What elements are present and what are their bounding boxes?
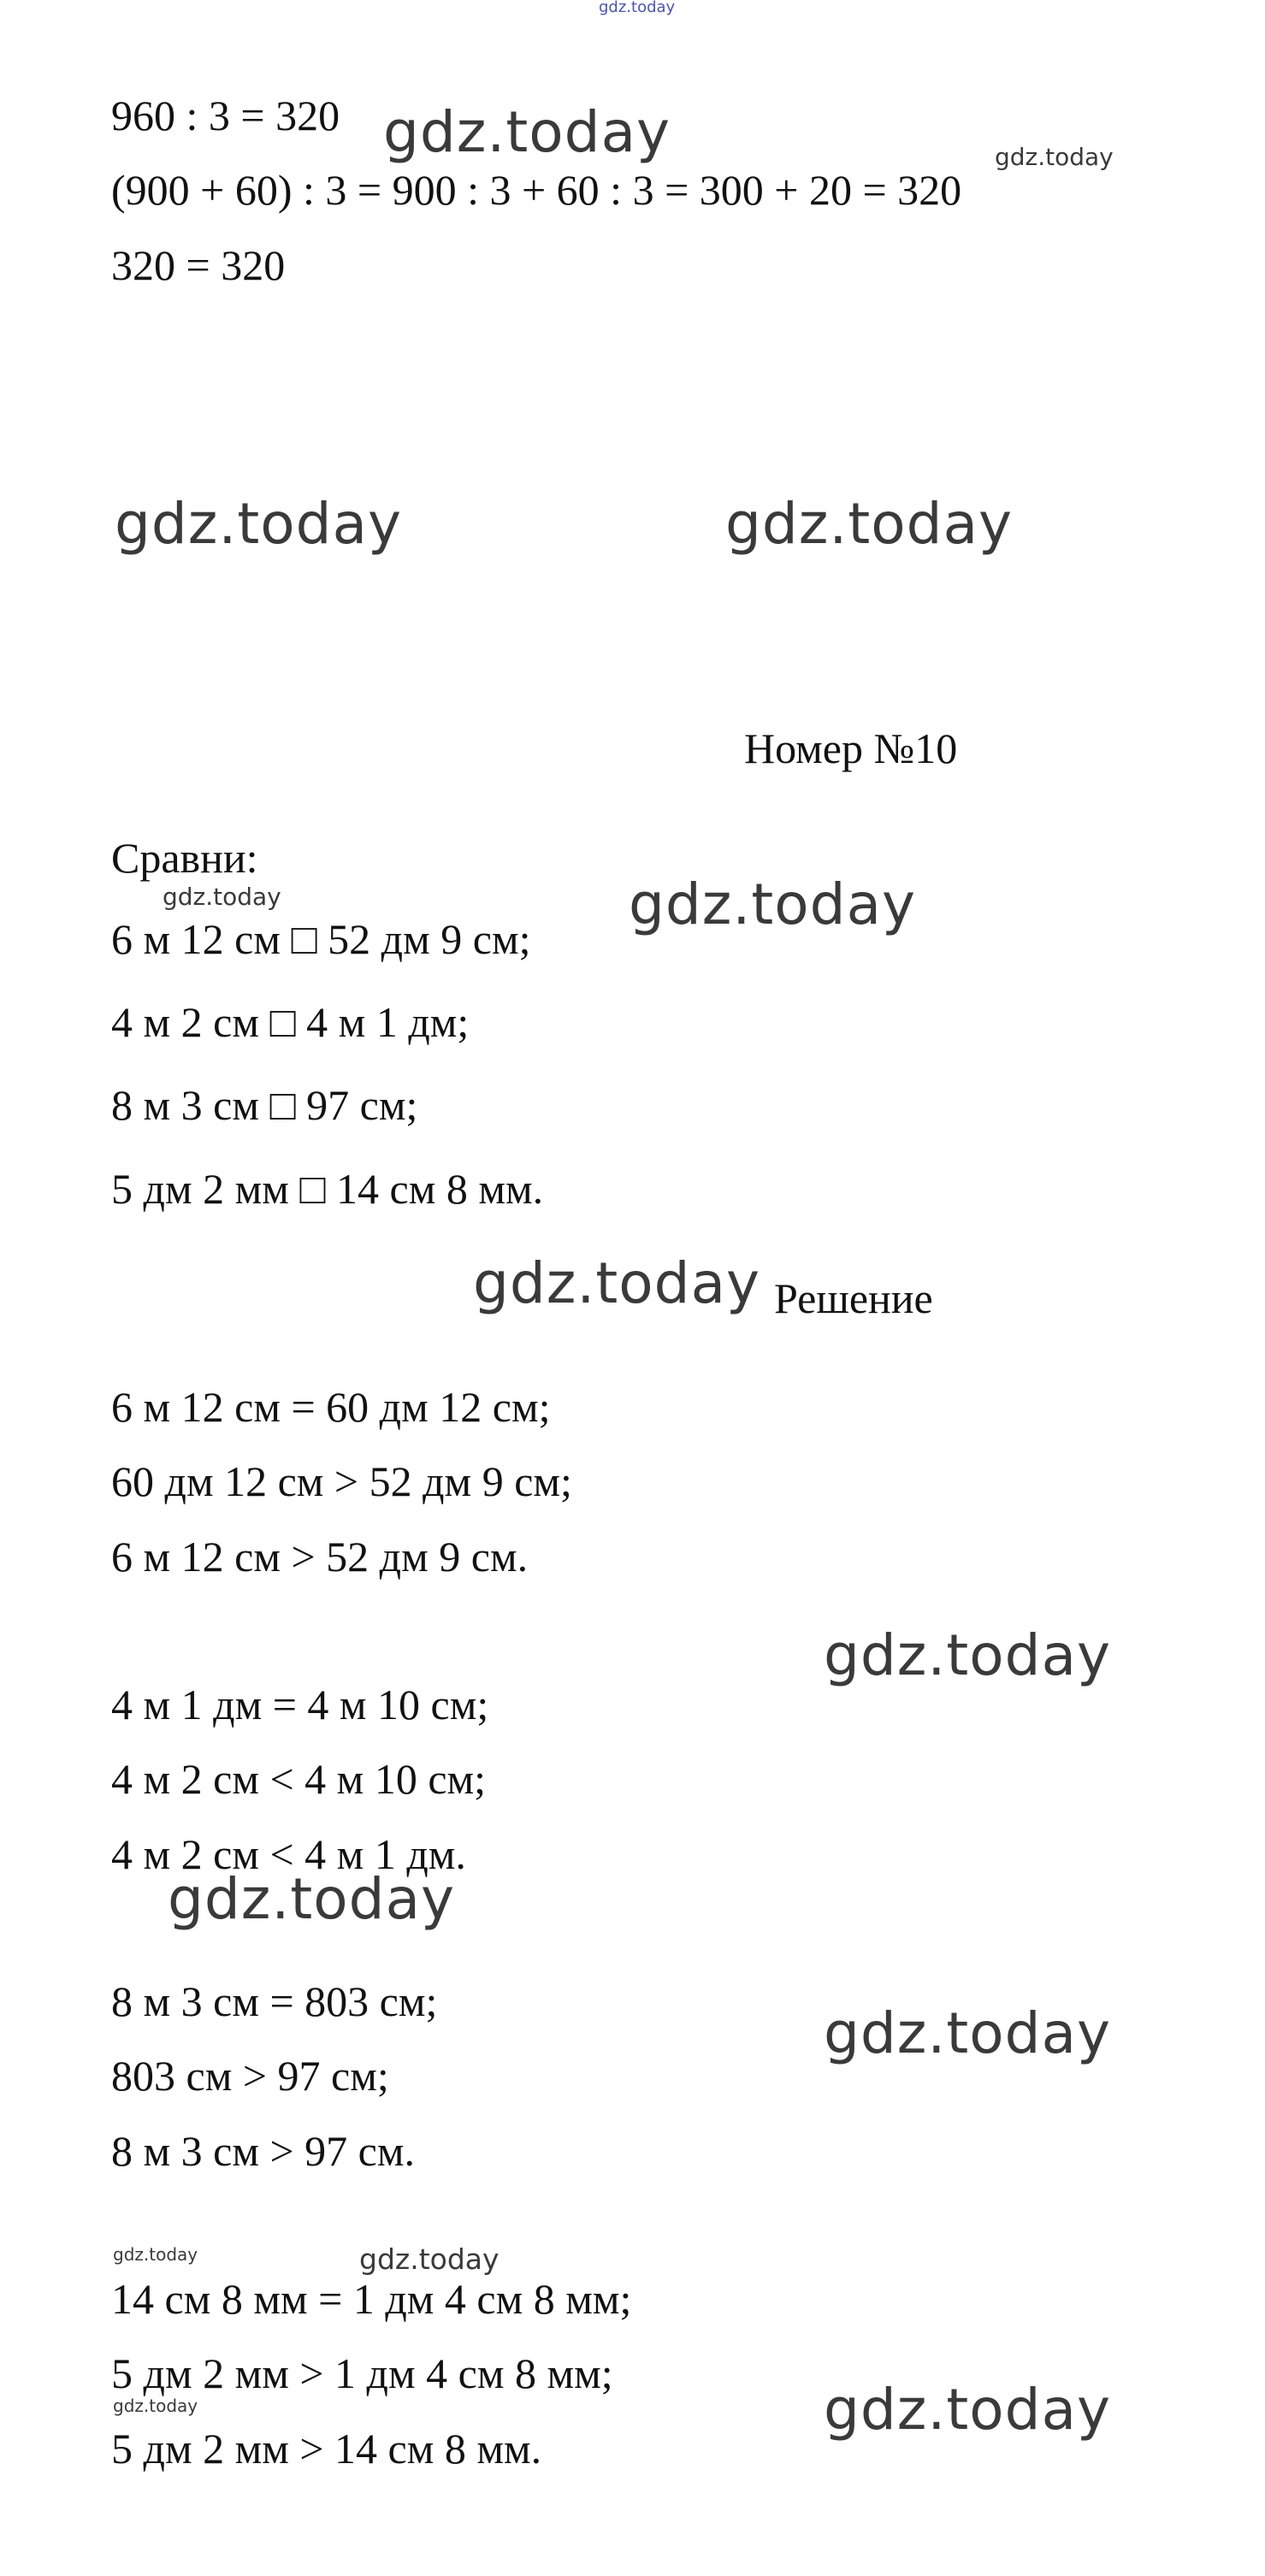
- watermark: gdz.today: [473, 1250, 761, 1316]
- solution-line: 5 дм 2 мм > 1 дм 4 см 8 мм;: [111, 2349, 613, 2397]
- watermark: gdz.today: [824, 2000, 1112, 2066]
- watermark: gdz.today: [629, 871, 917, 937]
- solution-line: 4 м 2 см < 4 м 10 см;: [111, 1755, 487, 1803]
- solution-line: 5 дм 2 мм > 14 см 8 мм.: [111, 2425, 542, 2473]
- watermark: gdz.today: [115, 491, 403, 557]
- calc-line-2: (900 + 60) : 3 = 900 : 3 + 60 : 3 = 300 + 20 = 320: [111, 166, 962, 214]
- watermark: gdz.today: [995, 143, 1114, 171]
- watermark: gdz.today: [113, 2244, 198, 2265]
- watermark: gdz.today: [824, 1622, 1112, 1688]
- watermark: gdz.today: [168, 1866, 456, 1932]
- solution-line: 60 дм 12 см > 52 дм 9 см;: [111, 1457, 572, 1505]
- watermark: gdz.today: [359, 2242, 499, 2276]
- solution-line: 4 м 2 см < 4 м 1 дм.: [111, 1830, 466, 1878]
- solution-line: 6 м 12 см > 52 дм 9 см.: [111, 1533, 529, 1580]
- solution-line: 8 м 3 см > 97 см.: [111, 2127, 416, 2175]
- task-line-1: 6 м 12 см □ 52 дм 9 см;: [111, 915, 531, 963]
- solution-line: 803 см > 97 см;: [111, 2052, 389, 2100]
- task-line-3: 8 м 3 см □ 97 см;: [111, 1081, 418, 1129]
- solution-line: 14 см 8 мм = 1 дм 4 см 8 мм;: [111, 2275, 632, 2323]
- solution-line: 8 м 3 см = 803 см;: [111, 1977, 438, 2025]
- watermark: gdz.today: [824, 2377, 1112, 2443]
- watermark: gdz.today: [113, 2396, 198, 2416]
- calc-line-3: 320 = 320: [111, 241, 286, 289]
- solution-label: Решение: [774, 1274, 933, 1322]
- watermark-top: gdz.today: [599, 0, 676, 16]
- watermark: gdz.today: [383, 99, 671, 165]
- task-label: Сравни:: [111, 834, 258, 882]
- solution-line: 4 м 1 дм = 4 м 10 см;: [111, 1681, 489, 1728]
- watermark: gdz.today: [725, 491, 1014, 557]
- task-line-4: 5 дм 2 мм □ 14 см 8 мм.: [111, 1165, 544, 1213]
- watermark: gdz.today: [163, 883, 281, 911]
- task-number-heading: Номер №10: [744, 724, 958, 772]
- solution-line: 6 м 12 см = 60 дм 12 см;: [111, 1383, 551, 1431]
- task-line-2: 4 м 2 см □ 4 м 1 дм;: [111, 998, 470, 1046]
- calc-line-1: 960 : 3 = 320: [111, 92, 340, 139]
